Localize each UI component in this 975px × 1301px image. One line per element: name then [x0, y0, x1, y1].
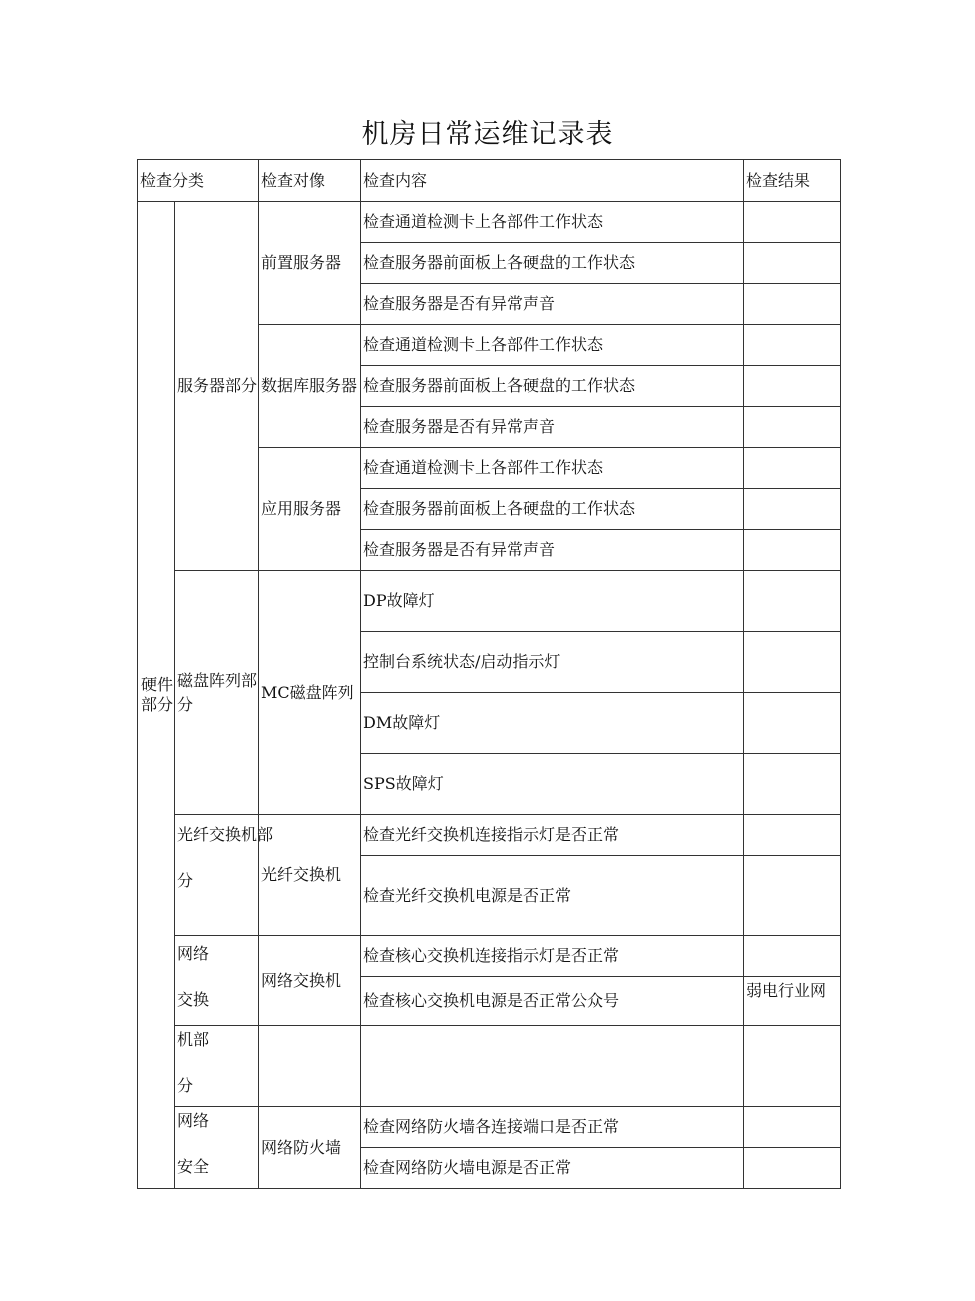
group-fiber-line-1: 光纤交换机部	[177, 825, 274, 844]
result-cell[interactable]	[744, 856, 841, 936]
item-fw-1: 检查网络防火墙各连接端口是否正常	[361, 1107, 744, 1148]
item-disk-1: DP故障灯	[361, 571, 744, 632]
result-cell[interactable]	[744, 1148, 841, 1189]
maintenance-log-table	[137, 159, 841, 1189]
result-cell[interactable]	[744, 407, 841, 448]
item-front-2: 检查服务器前面板上各硬盘的工作状态	[361, 243, 744, 284]
table-row	[138, 936, 841, 977]
group-disk-section: 磁盘阵列部分	[175, 571, 259, 815]
table-row	[138, 815, 841, 856]
table-row	[138, 202, 841, 243]
item-db-3: 检查服务器是否有异常声音	[361, 407, 744, 448]
document-title: 机房日常运维记录表	[361, 119, 614, 150]
table-row	[138, 1026, 841, 1107]
group-machine-line-1: 机部	[177, 1030, 210, 1049]
result-cell[interactable]	[744, 325, 841, 366]
header-category: 检查分类	[138, 160, 259, 202]
item-db-2: 检查服务器前面板上各硬盘的工作状态	[361, 366, 744, 407]
item-app-2: 检查服务器前面板上各硬盘的工作状态	[361, 489, 744, 530]
result-cell[interactable]	[744, 1026, 841, 1107]
object-db-server: 数据库服务器	[259, 325, 361, 448]
object-mc-disk: MC磁盘阵列	[259, 571, 361, 815]
object-app-server: 应用服务器	[259, 448, 361, 571]
item-fiber-1: 检查光纤交换机连接指示灯是否正常	[361, 815, 744, 856]
item-net-2: 检查核心交换机电源是否正常公众号	[361, 977, 744, 1026]
item-app-3: 检查服务器是否有异常声音	[361, 530, 744, 571]
group-machine	[175, 1026, 259, 1107]
item-disk-2: 控制台系统状态/启动指示灯	[361, 632, 744, 693]
group-net-sec-line-2: 安全	[177, 1157, 210, 1176]
result-cell[interactable]	[744, 284, 841, 325]
result-cell[interactable]	[744, 489, 841, 530]
item-app-1: 检查通道检测卡上各部件工作状态	[361, 448, 744, 489]
group-machine-line-2: 分	[177, 1076, 194, 1095]
empty-content-cell	[361, 1026, 744, 1107]
item-fiber-2: 检查光纤交换机电源是否正常	[361, 856, 744, 936]
group-net-security	[175, 1107, 259, 1189]
result-net-2: 弱电行业网	[744, 977, 841, 1026]
group-hardware: 硬件部分	[138, 202, 175, 1189]
group-net-switch-line-1: 网络	[177, 944, 210, 963]
group-net-switch	[175, 936, 259, 1026]
item-db-1: 检查通道检测卡上各部件工作状态	[361, 325, 744, 366]
item-disk-4: SPS故障灯	[361, 754, 744, 815]
object-firewall: 网络防火墙	[259, 1107, 361, 1189]
result-cell[interactable]	[744, 754, 841, 815]
result-cell[interactable]	[744, 693, 841, 754]
result-cell[interactable]	[744, 530, 841, 571]
header-content: 检查内容	[361, 160, 744, 202]
result-cell[interactable]	[744, 366, 841, 407]
group-net-sec-line-1: 网络	[177, 1111, 210, 1130]
result-cell[interactable]	[744, 632, 841, 693]
result-cell[interactable]	[744, 571, 841, 632]
item-front-1: 检查通道检测卡上各部件工作状态	[361, 202, 744, 243]
result-cell[interactable]	[744, 202, 841, 243]
table-header-row	[138, 160, 841, 202]
result-cell[interactable]	[744, 815, 841, 856]
table-row	[138, 1107, 841, 1148]
result-cell[interactable]	[744, 1107, 841, 1148]
result-cell[interactable]	[744, 243, 841, 284]
result-cell[interactable]	[744, 936, 841, 977]
object-net-switch: 网络交换机	[259, 936, 361, 1026]
result-cell[interactable]	[744, 448, 841, 489]
group-fiber-line-2: 分	[177, 871, 194, 890]
object-fiber-switch: 光纤交换机	[259, 815, 361, 936]
object-front-server: 前置服务器	[259, 202, 361, 325]
item-disk-3: DM故障灯	[361, 693, 744, 754]
item-net-1: 检查核心交换机连接指示灯是否正常	[361, 936, 744, 977]
group-server-section: 服务器部分	[175, 202, 259, 571]
header-result: 检查结果	[744, 160, 841, 202]
item-fw-2: 检查网络防火墙电源是否正常	[361, 1148, 744, 1189]
group-net-switch-line-2: 交换	[177, 990, 210, 1009]
group-fiber-section	[175, 815, 274, 936]
item-front-3: 检查服务器是否有异常声音	[361, 284, 744, 325]
empty-object-cell	[259, 1026, 361, 1107]
table-row	[138, 571, 841, 632]
header-object: 检查对像	[259, 160, 361, 202]
